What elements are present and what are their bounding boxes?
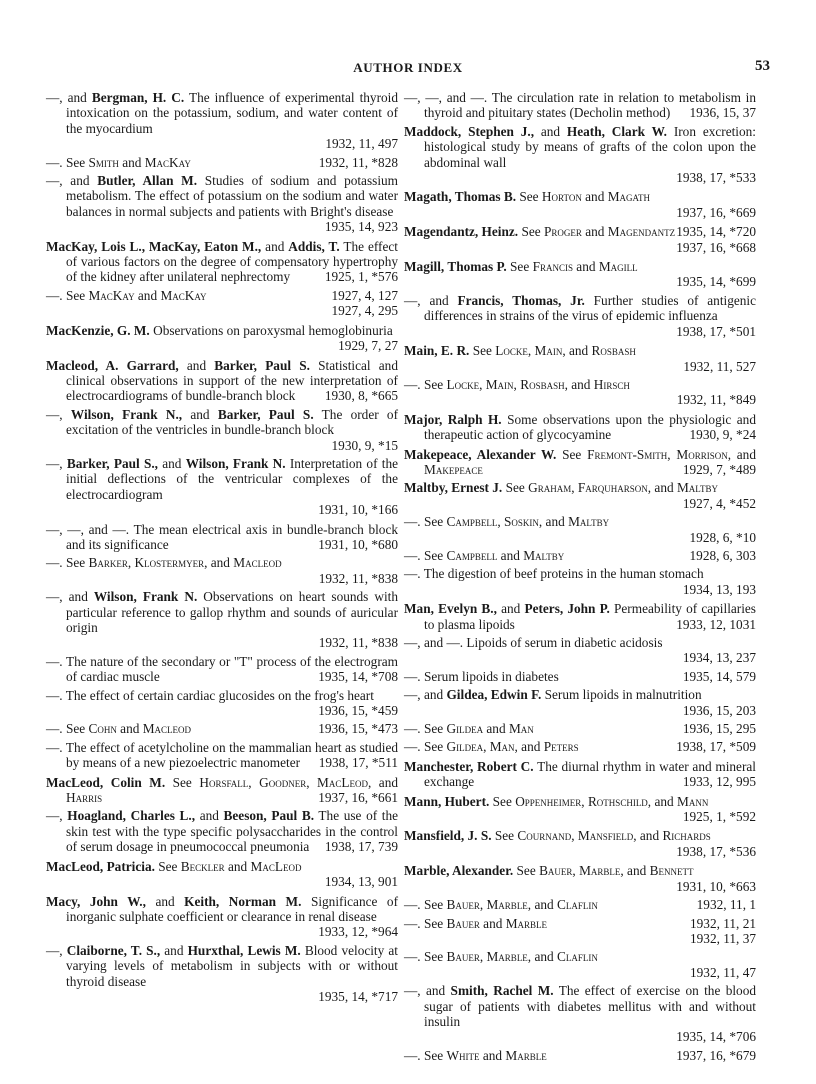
entry-text: —. See (404, 897, 447, 913)
citation-reference: 1927, 4, 295 (331, 303, 398, 319)
citation-reference: 1935, 14, 923 (324, 219, 398, 235)
author-name: Macy, John W., (46, 893, 146, 909)
author-name: Hurxthal, Lewis M. (187, 942, 301, 958)
entry-text: and (572, 259, 599, 275)
citation-reference: 1933, 12, 995 (682, 774, 756, 790)
cross-reference-name: Bauer (446, 915, 480, 931)
citation-reference: 1937, 16, *679 (676, 1047, 756, 1063)
entry-text: —, —, and —. The circulation rate in relation to metabolism in thyroid and pituitary states (Decholin method) (404, 90, 756, 121)
index-entry (404, 863, 756, 894)
citation-reference: 1935, 14, 579 (682, 668, 756, 684)
index-entry (404, 1048, 756, 1063)
entry-text: Some observations upon the physiologic and therapeutic action of glycocyamine (424, 411, 756, 443)
entry-text: and (496, 601, 525, 617)
index-entry (46, 173, 398, 235)
citation-reference: 1938, 17, *501 (676, 323, 756, 339)
citation-reference: 1927, 4, 127 (331, 287, 398, 303)
index-entry (404, 90, 756, 121)
citation-reference: 1938, 17, 739 (324, 839, 398, 855)
entry-text: —, and (404, 292, 458, 308)
entry-text: and (531, 897, 557, 913)
running-title: AUTHOR INDEX (353, 60, 463, 75)
author-name: Maltby, Ernest J. (404, 480, 503, 496)
author-name: MacKenzie, G. M. (46, 322, 150, 338)
entry-text: —, and (404, 687, 447, 703)
entry-text: —. The effect of acetylcholine on the mammalian heart as studied by means of a new piezoelectric manometer (46, 739, 398, 771)
cross-reference-name: Marble (505, 915, 548, 931)
index-entry (46, 522, 398, 553)
entry-text: —, —, and —. The mean electrical axis in bundle-branch block and its significance (46, 521, 398, 552)
index-entry (46, 358, 398, 404)
cross-reference-name: Marble (505, 1047, 547, 1063)
cross-reference-name: Horton (541, 189, 582, 205)
entry-text: —, (46, 942, 67, 958)
citation-reference: 1937, 16, *669 (676, 204, 756, 220)
index-entry (46, 589, 398, 651)
entry-text: Observations on heart sounds with particular reference to gallop rhythm and sounds of auricular origin (66, 589, 398, 635)
citation-reference: 1928, 6, 303 (689, 547, 756, 563)
citation-reference: 1935, 14, *717 (318, 988, 398, 1004)
citation-reference: 1932, 11, 47 (690, 964, 756, 980)
cross-reference-name: Gildea (446, 721, 484, 737)
left-column (46, 90, 398, 1007)
entry-text: Statistical and clinical observations in support of the new interpretation of electrocardiograms of bundle-branch block (66, 357, 398, 404)
cross-reference-name: Maltby (523, 547, 565, 563)
entry-text: and (731, 446, 756, 462)
index-entry (46, 407, 398, 453)
author-name: Major, Ralph H. (404, 411, 502, 427)
entry-text: —, and (404, 983, 451, 999)
entry-text: and (178, 357, 215, 373)
cross-reference-name: Campbell, Soskin, (446, 514, 543, 530)
citation-reference: 1927, 4, *452 (682, 495, 756, 511)
entry-text: —, (46, 808, 68, 824)
citation-reference: 1925, 1, *576 (324, 269, 398, 285)
citation-reference: 1932, 11, *838 (318, 570, 398, 586)
citation-reference: 1938, 17, *533 (676, 170, 756, 186)
cross-reference-name: Cournand, Mansfield, (517, 828, 637, 844)
entry-text: —. The digestion of beef proteins in the human stomach (404, 566, 704, 582)
citation-reference: 1937, 16, *661 (318, 790, 398, 806)
author-name: Makepeace, Alexander W. (404, 446, 557, 462)
author-name: Macleod, A. Garrard, (46, 357, 179, 373)
citation-reference: 1932, 11, 1 (696, 897, 756, 913)
entry-text: and (651, 793, 677, 809)
author-name: Magath, Thomas B. (404, 189, 517, 205)
cross-reference-name: Magath (607, 189, 651, 205)
citation-reference: 1934, 13, 193 (682, 581, 756, 597)
index-entry (46, 555, 398, 586)
author-name: Claiborne, T. S., (66, 942, 161, 958)
citation-reference: 1930, 8, *665 (324, 388, 398, 404)
citation-reference: 1938, 17, *509 (676, 739, 756, 755)
citation-reference: 1934, 13, 901 (324, 874, 398, 890)
citation-reference: 1932, 11, 527 (683, 358, 756, 374)
index-entry (404, 916, 756, 947)
index-entry (404, 514, 756, 545)
entry-text: —. See (46, 555, 89, 571)
author-name: Magill, Thomas P. (404, 259, 507, 275)
cross-reference-name: Bauer, Marble, (446, 949, 532, 965)
entry-text: and (542, 514, 569, 530)
author-name: Maddock, Stephen J., (404, 123, 535, 139)
index-entry (404, 343, 756, 374)
author-name: Wilson, Frank N. (93, 589, 198, 605)
citation-reference: 1933, 12, *964 (318, 924, 398, 940)
entry-text: and (182, 406, 218, 422)
citation-reference: 1932, 11, *828 (318, 154, 398, 170)
cross-reference-name: Peters (543, 739, 579, 755)
citation-reference: 1932, 11, 497 (325, 136, 398, 152)
cross-reference-name: Richards (662, 828, 711, 844)
cross-reference-name: MacKay (88, 287, 135, 303)
citation-reference: 1936, 15, 295 (682, 721, 756, 737)
cross-reference-name: Macleod (142, 721, 192, 737)
entry-text: —, (46, 455, 67, 471)
entry-text: and (534, 123, 567, 139)
entry-text: —. See (46, 154, 89, 170)
entry-text: and (371, 774, 398, 790)
entry-text: Interpretation of the initial deflections of the ventricular complexes of the electrocardiogram (66, 455, 398, 502)
entry-text: See (506, 259, 533, 275)
entry-text: —. See (404, 721, 447, 737)
entry-text: Studies of sodium and potassium metabolism. The effect of potassium on the sodium and water balances in normal subjects and patients with Bright's disease (66, 173, 398, 219)
author-name: Hoagland, Charles L., (67, 808, 196, 824)
author-name: Barker, Paul S. (214, 357, 310, 373)
citation-reference: 1932, 11, 21 (690, 915, 756, 931)
index-entry (404, 721, 756, 736)
citation-reference: 1938, 17, *536 (676, 843, 756, 859)
entry-text: and (195, 808, 224, 824)
author-name: Francis, Thomas, Jr. (457, 292, 585, 308)
entry-text: See (165, 774, 200, 790)
citation-reference: 1936, 15, *459 (318, 703, 398, 719)
author-name: Smith, Rachel M. (450, 983, 554, 999)
entry-text: and (261, 238, 289, 254)
entry-text: Observations on paroxysmal hemoglobinuria (149, 322, 393, 338)
author-name: Wilson, Frank N. (185, 455, 286, 471)
entry-text: and (565, 343, 592, 359)
entry-text: The use of the skin test with the type specific polysaccharides in the control of serum dosage in pneumococcal pneumonia (66, 808, 399, 855)
index-entry (404, 224, 756, 255)
entry-text: and (134, 287, 161, 303)
author-name: Marble, Alexander. (404, 863, 514, 879)
index-entry (46, 288, 398, 319)
entry-text: Blood velocity at varying levels of metabolism in subjects with or without thyroid disease (66, 942, 398, 989)
entry-text: —. See (404, 376, 447, 392)
cross-reference-name: Francis (532, 259, 573, 275)
index-entry (46, 155, 398, 170)
citation-reference: 1930, 9, *24 (689, 427, 756, 443)
author-name: Manchester, Robert C. (404, 758, 534, 774)
entry-text: and (224, 858, 251, 874)
entry-text: and (145, 893, 185, 909)
index-entry (46, 323, 398, 354)
entry-text: and (479, 915, 506, 931)
entry-text: See (513, 863, 540, 879)
cross-reference-name: Oppenheimer, Rothschild, (515, 793, 652, 809)
cross-reference-name: White (446, 1047, 480, 1063)
citation-reference: 1935, 14, *706 (676, 1029, 756, 1045)
cross-reference-name: Bauer, Marble, (539, 863, 624, 879)
entry-text: and (517, 739, 544, 755)
cross-reference-name: Bauer, Marble, (446, 897, 532, 913)
author-name: Main, E. R. (404, 343, 470, 359)
entry-text: —. See (46, 287, 89, 303)
cross-reference-name: Fremont-Smith, Morrison, (587, 446, 732, 462)
citation-reference: 1932, 11, 37 (690, 930, 756, 946)
index-entry (46, 654, 398, 685)
index-entry (404, 548, 756, 563)
entry-text: —, and (46, 173, 98, 189)
entry-text: See (502, 480, 529, 496)
author-name: Heath, Clark W. (566, 123, 667, 139)
entry-text: Iron excretion: histological study by means of grafts of the colon upon the abdominal wall (424, 123, 756, 170)
entry-text: Permeability of capillaries to plasma lipoids (424, 601, 756, 632)
citation-reference: 1936, 15, *473 (318, 721, 398, 737)
index-entry (46, 808, 398, 854)
cross-reference-name: Makepeace (424, 461, 483, 477)
author-name: MacLeod, Patricia. (46, 858, 155, 874)
author-name: Bergman, H. C. (91, 90, 185, 105)
cross-reference-name: MacKay (144, 154, 191, 170)
index-entry (46, 943, 398, 1005)
author-name: MacLeod, Colin M. (46, 774, 166, 790)
index-entry (404, 124, 756, 186)
entry-text: The effect of exercise on the blood sugar of patients with diabetes mellitus with and without insulin (424, 983, 756, 1029)
citation-reference: 1933, 12, 1031 (676, 616, 756, 632)
entry-text: —. The nature of the secondary or "T" process of the electrogram of cardiac muscle (46, 653, 398, 685)
entry-text: The diurnal rhythm in water and mineral exchange (424, 758, 756, 790)
entry-text: The influence of experimental thyroid intoxication on the potassium, sodium, and water content of the myocardium (66, 90, 399, 136)
cross-reference-name: Horsfall, Goodner, MacLeod, (199, 774, 372, 790)
entry-text: —. See (46, 721, 89, 737)
cross-reference-name: Cohn (88, 721, 117, 737)
cross-reference-name: Rosbash (591, 343, 636, 359)
index-entry (404, 669, 756, 684)
index-entry (404, 377, 756, 408)
citation-reference: 1935, 14, *699 (676, 274, 756, 290)
entry-text: and (483, 721, 509, 737)
cross-reference-name: Magill (598, 259, 638, 275)
entry-text: Significance of inorganic sulphate coefficient or clearance in renal disease (66, 893, 398, 924)
index-entry (404, 897, 756, 912)
cross-reference-name: Graham, Farquharson, (528, 480, 652, 496)
index-entry (404, 259, 756, 290)
entry-text: See (518, 224, 544, 240)
index-entry (46, 775, 398, 806)
index-entry (404, 566, 756, 597)
cross-reference-name: Harris (66, 790, 103, 806)
citation-reference: 1931, 10, *663 (676, 878, 756, 894)
author-name: Beeson, Paul B. (223, 808, 315, 824)
entry-text: Serum lipoids in malnutrition (541, 687, 702, 703)
citation-reference: 1932, 11, *838 (318, 635, 398, 651)
index-entry (46, 721, 398, 736)
author-name: Mansfield, J. S. (404, 828, 492, 844)
entry-text: and (581, 189, 608, 205)
entry-text: —. See (404, 915, 447, 931)
citation-reference: 1932, 11, *849 (676, 392, 756, 408)
citation-reference: 1934, 13, 237 (682, 650, 756, 666)
cross-reference-name: Locke, Main, (495, 343, 566, 359)
entry-text: and (207, 555, 234, 571)
index-entry (404, 447, 756, 478)
entry-text: and (531, 949, 557, 965)
page-number: 53 (755, 58, 770, 74)
citation-reference: 1937, 16, *668 (676, 239, 756, 255)
cross-reference-name: Hirsch (593, 376, 630, 392)
entry-text: —. Serum lipoids in diabetes (404, 668, 559, 684)
citation-reference: 1935, 14, *720 (676, 224, 756, 240)
cross-reference-name: Maltby (568, 514, 610, 530)
author-name: Barker, Paul S., (66, 455, 158, 471)
cross-reference-name: Campbell (446, 547, 498, 563)
entry-text: Further studies of antigenic differences in strains of the virus of epidemic influenza (424, 292, 756, 324)
citation-reference: 1929, 7, *489 (682, 461, 756, 477)
entry-text: —. See (404, 739, 447, 755)
cross-reference-name: Smith (88, 154, 119, 170)
citation-reference: 1931, 10, *680 (318, 536, 398, 552)
index-entry (46, 894, 398, 940)
cross-reference-name: Beckler (180, 858, 225, 874)
index-entry (404, 739, 756, 754)
index-entry (46, 239, 398, 285)
cross-reference-name: Maltby (676, 480, 718, 496)
citation-reference: 1925, 1, *592 (682, 809, 756, 825)
entry-text: See (469, 343, 496, 359)
page-header (0, 58, 816, 78)
index-entry (46, 688, 398, 719)
index-entry (404, 949, 756, 980)
index-entry (46, 90, 398, 152)
index-entry (46, 859, 398, 890)
citation-reference: 1929, 7, 27 (338, 338, 398, 354)
citation-reference: 1936, 15, 203 (682, 702, 756, 718)
cross-reference-name: MacLeod (250, 858, 302, 874)
citation-reference: 1930, 9, *15 (331, 437, 398, 453)
index-entry (404, 687, 756, 718)
citation-reference: 1928, 6, *10 (689, 529, 756, 545)
author-name: Gildea, Edwin F. (446, 687, 542, 703)
entry-text: —, (46, 406, 71, 422)
entry-text: See (516, 189, 542, 205)
author-name: Man, Evelyn B., (404, 601, 497, 617)
entry-text: and (479, 1047, 506, 1063)
index-entry (404, 828, 756, 859)
author-name: Keith, Norman M. (184, 893, 302, 909)
citation-reference: 1938, 17, *511 (318, 755, 398, 771)
index-entry (404, 759, 756, 790)
entry-text: and (116, 721, 143, 737)
entry-text: and (581, 224, 608, 240)
right-column (404, 90, 756, 1066)
index-entry (46, 456, 398, 518)
author-name: Wilson, Frank N., (70, 406, 183, 422)
entry-text: and (160, 942, 188, 958)
entry-text: and (118, 154, 145, 170)
entry-text: The order of excitation of the ventricles in bundle-branch block (66, 406, 398, 438)
citation-reference: 1931, 10, *166 (318, 502, 398, 518)
author-name: Barker, Paul S. (217, 406, 314, 422)
entry-text: —. See (404, 949, 447, 965)
index-entry (404, 480, 756, 511)
author-name: MacKay, Lois L., MacKay, Eaton M., (46, 238, 262, 254)
entry-text: —. See (404, 514, 447, 530)
author-name: Peters, John P. (524, 601, 610, 617)
cross-reference-name: Gildea, Man, (446, 739, 518, 755)
entry-text: —, and (46, 90, 92, 105)
cross-reference-name: Barker, Klostermyer, (88, 555, 208, 571)
entry-text: —, and —. Lipoids of serum in diabetic acidosis (404, 635, 663, 650)
cross-reference-name: Magendantz (607, 224, 676, 240)
entry-text: —. The effect of certain cardiac glucosides on the frog's heart (46, 687, 374, 703)
index-entry (404, 189, 756, 220)
author-name: Butler, Allan M. (97, 173, 198, 189)
index-entry (404, 601, 756, 632)
entry-text: and (567, 376, 594, 392)
author-name: Mann, Hubert. (404, 793, 490, 809)
cross-reference-name: Mann (677, 793, 709, 809)
entry-text: and (158, 455, 186, 471)
cross-reference-name: Macleod (233, 555, 282, 571)
entry-text: See (489, 793, 516, 809)
citation-reference: 1936, 15, 37 (689, 105, 756, 121)
index-entry (404, 635, 756, 666)
index-entry (404, 412, 756, 443)
cross-reference-name: Bennett (649, 863, 694, 879)
entry-text: —. See (404, 547, 447, 563)
entry-text: See (491, 828, 518, 844)
entry-text: The effect of various factors on the degree of compensatory hypertrophy of the kidney after unilateral nephrectomy (66, 238, 398, 285)
entry-text: See (154, 858, 181, 874)
author-name: Addis, T. (288, 238, 340, 254)
cross-reference-name: MacKay (160, 287, 207, 303)
index-entry (46, 740, 398, 771)
entry-text: —, and (46, 589, 94, 605)
cross-reference-name: Locke, Main, Rosbash, (446, 376, 568, 392)
citation-reference: 1935, 14, *708 (318, 669, 398, 685)
entry-text: and (497, 547, 524, 563)
entry-text: and (623, 863, 650, 879)
cross-reference-name: Proger (543, 224, 582, 240)
index-entry (404, 794, 756, 825)
author-name: Magendantz, Heinz. (404, 224, 519, 240)
index-entry (404, 983, 756, 1045)
index-entry (404, 293, 756, 339)
cross-reference-name: Man (508, 721, 534, 737)
entry-text: See (556, 446, 588, 462)
entry-text: and (636, 828, 663, 844)
cross-reference-name: Claflin (557, 897, 598, 913)
cross-reference-name: Claflin (557, 949, 598, 965)
entry-text: and (651, 480, 677, 496)
entry-text: —. See (404, 1047, 447, 1063)
